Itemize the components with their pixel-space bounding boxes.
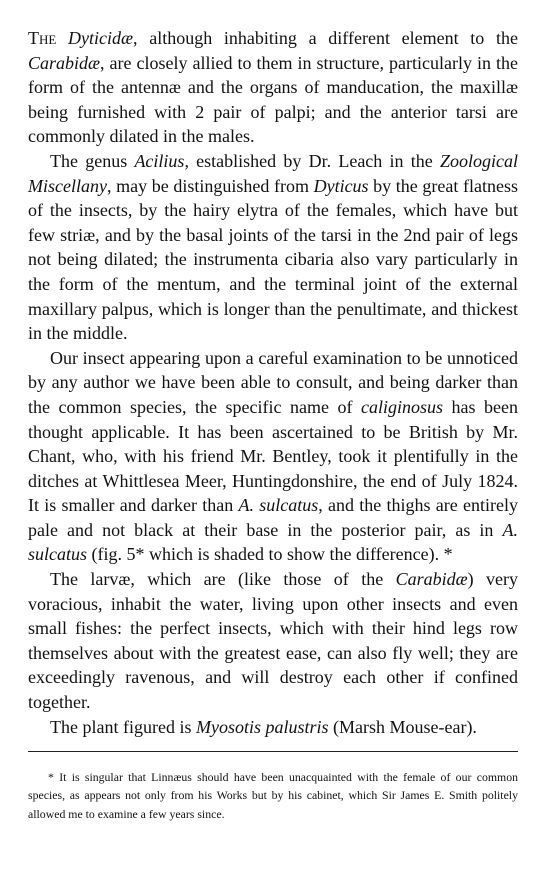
text-run: The genus: [50, 150, 135, 171]
footnote: * It is singular that Linnæus should have been unacquainted with the female of our common species, as appears not only from his Works but by his cabinet, which Sir James E. Smith politely allowed me to examine a few years since.: [28, 770, 518, 821]
text-run: (fig. 5* which is shaded to show the difference). *: [87, 544, 453, 565]
text-run: ) very voracious, inhabit the water, living upon other insects and even small fishes: the perfect insects, which with their hind legs row themselves about with the greatest ease, can also fly well; they are exceedingly ravenous, and will destroy each other if confined together.: [28, 569, 519, 713]
text-run: , are closely allied to them in structure, particularly in the form of the antennæ and the organs of manducation, the maxillæ being furnished with 2 pair of palpi; and the anterior tarsi are commonly dilated in the males.: [28, 52, 518, 147]
paragraph-4: [28, 567, 518, 715]
paragraph-1: [28, 26, 518, 149]
text-run: The plant figured is: [50, 716, 196, 737]
footnote-divider: [28, 751, 518, 752]
text-run: , established by Dr. Leach in the: [184, 150, 440, 171]
text-run: , may be distinguished from: [106, 175, 314, 196]
text-run: has been thought applicable. It has been ascertained to be British by Mr. Chant, who, with his friend Mr. Bentley, took it plentifully in the ditches at Whittlesea Meer, Huntingdonshire, the end of July 1824. It is smaller and darker than: [28, 396, 518, 516]
text-run: [56, 28, 68, 48]
page: [28, 26, 518, 823]
text-run: Our insect appearing upon a careful examination to be unnoticed by any author we have been able to consult, and being darker than the common species, the specific name of: [28, 347, 518, 417]
text-run: , and the thighs are entirely pale and not black at their base in the posterior pair, as in: [28, 495, 519, 540]
body-text: [28, 26, 518, 739]
text-run: , although inhabiting a different element to the: [133, 28, 518, 48]
italic-term: A. sulcatus: [28, 519, 518, 565]
paragraph-2: [28, 149, 518, 346]
italic-term: caliginosus: [360, 396, 443, 417]
text-run: The: [28, 28, 57, 48]
italic-term: Myosotis palustris: [195, 716, 329, 737]
italic-term: Dyticidæ: [68, 28, 134, 48]
text-run: by the great flatness of the insects, by the hairy elytra of the females, which have but few striæ, and by the basal joints of the tarsi in the 2nd pair of legs not being dilated; the instrumenta cibaria also vary particularly in the form of the mentum, and the terminal joint of the external maxillary palpus, which is longer than the penultimate, and thickest in the middle.: [28, 175, 518, 344]
paragraph-5: [28, 715, 518, 740]
text-run: The larvæ, which are (like those of the: [50, 569, 396, 590]
paragraph-3: [28, 346, 518, 567]
italic-term: A. sulcatus: [238, 495, 319, 516]
italic-term: Dyticus: [313, 175, 369, 196]
text-run: (Marsh Mouse-ear).: [328, 716, 477, 737]
italic-term: Carabidæ: [28, 52, 101, 73]
italic-term: Carabidæ: [395, 569, 468, 590]
italic-term: Zoological Miscellany: [28, 150, 518, 196]
italic-term: Acilius: [134, 150, 185, 171]
